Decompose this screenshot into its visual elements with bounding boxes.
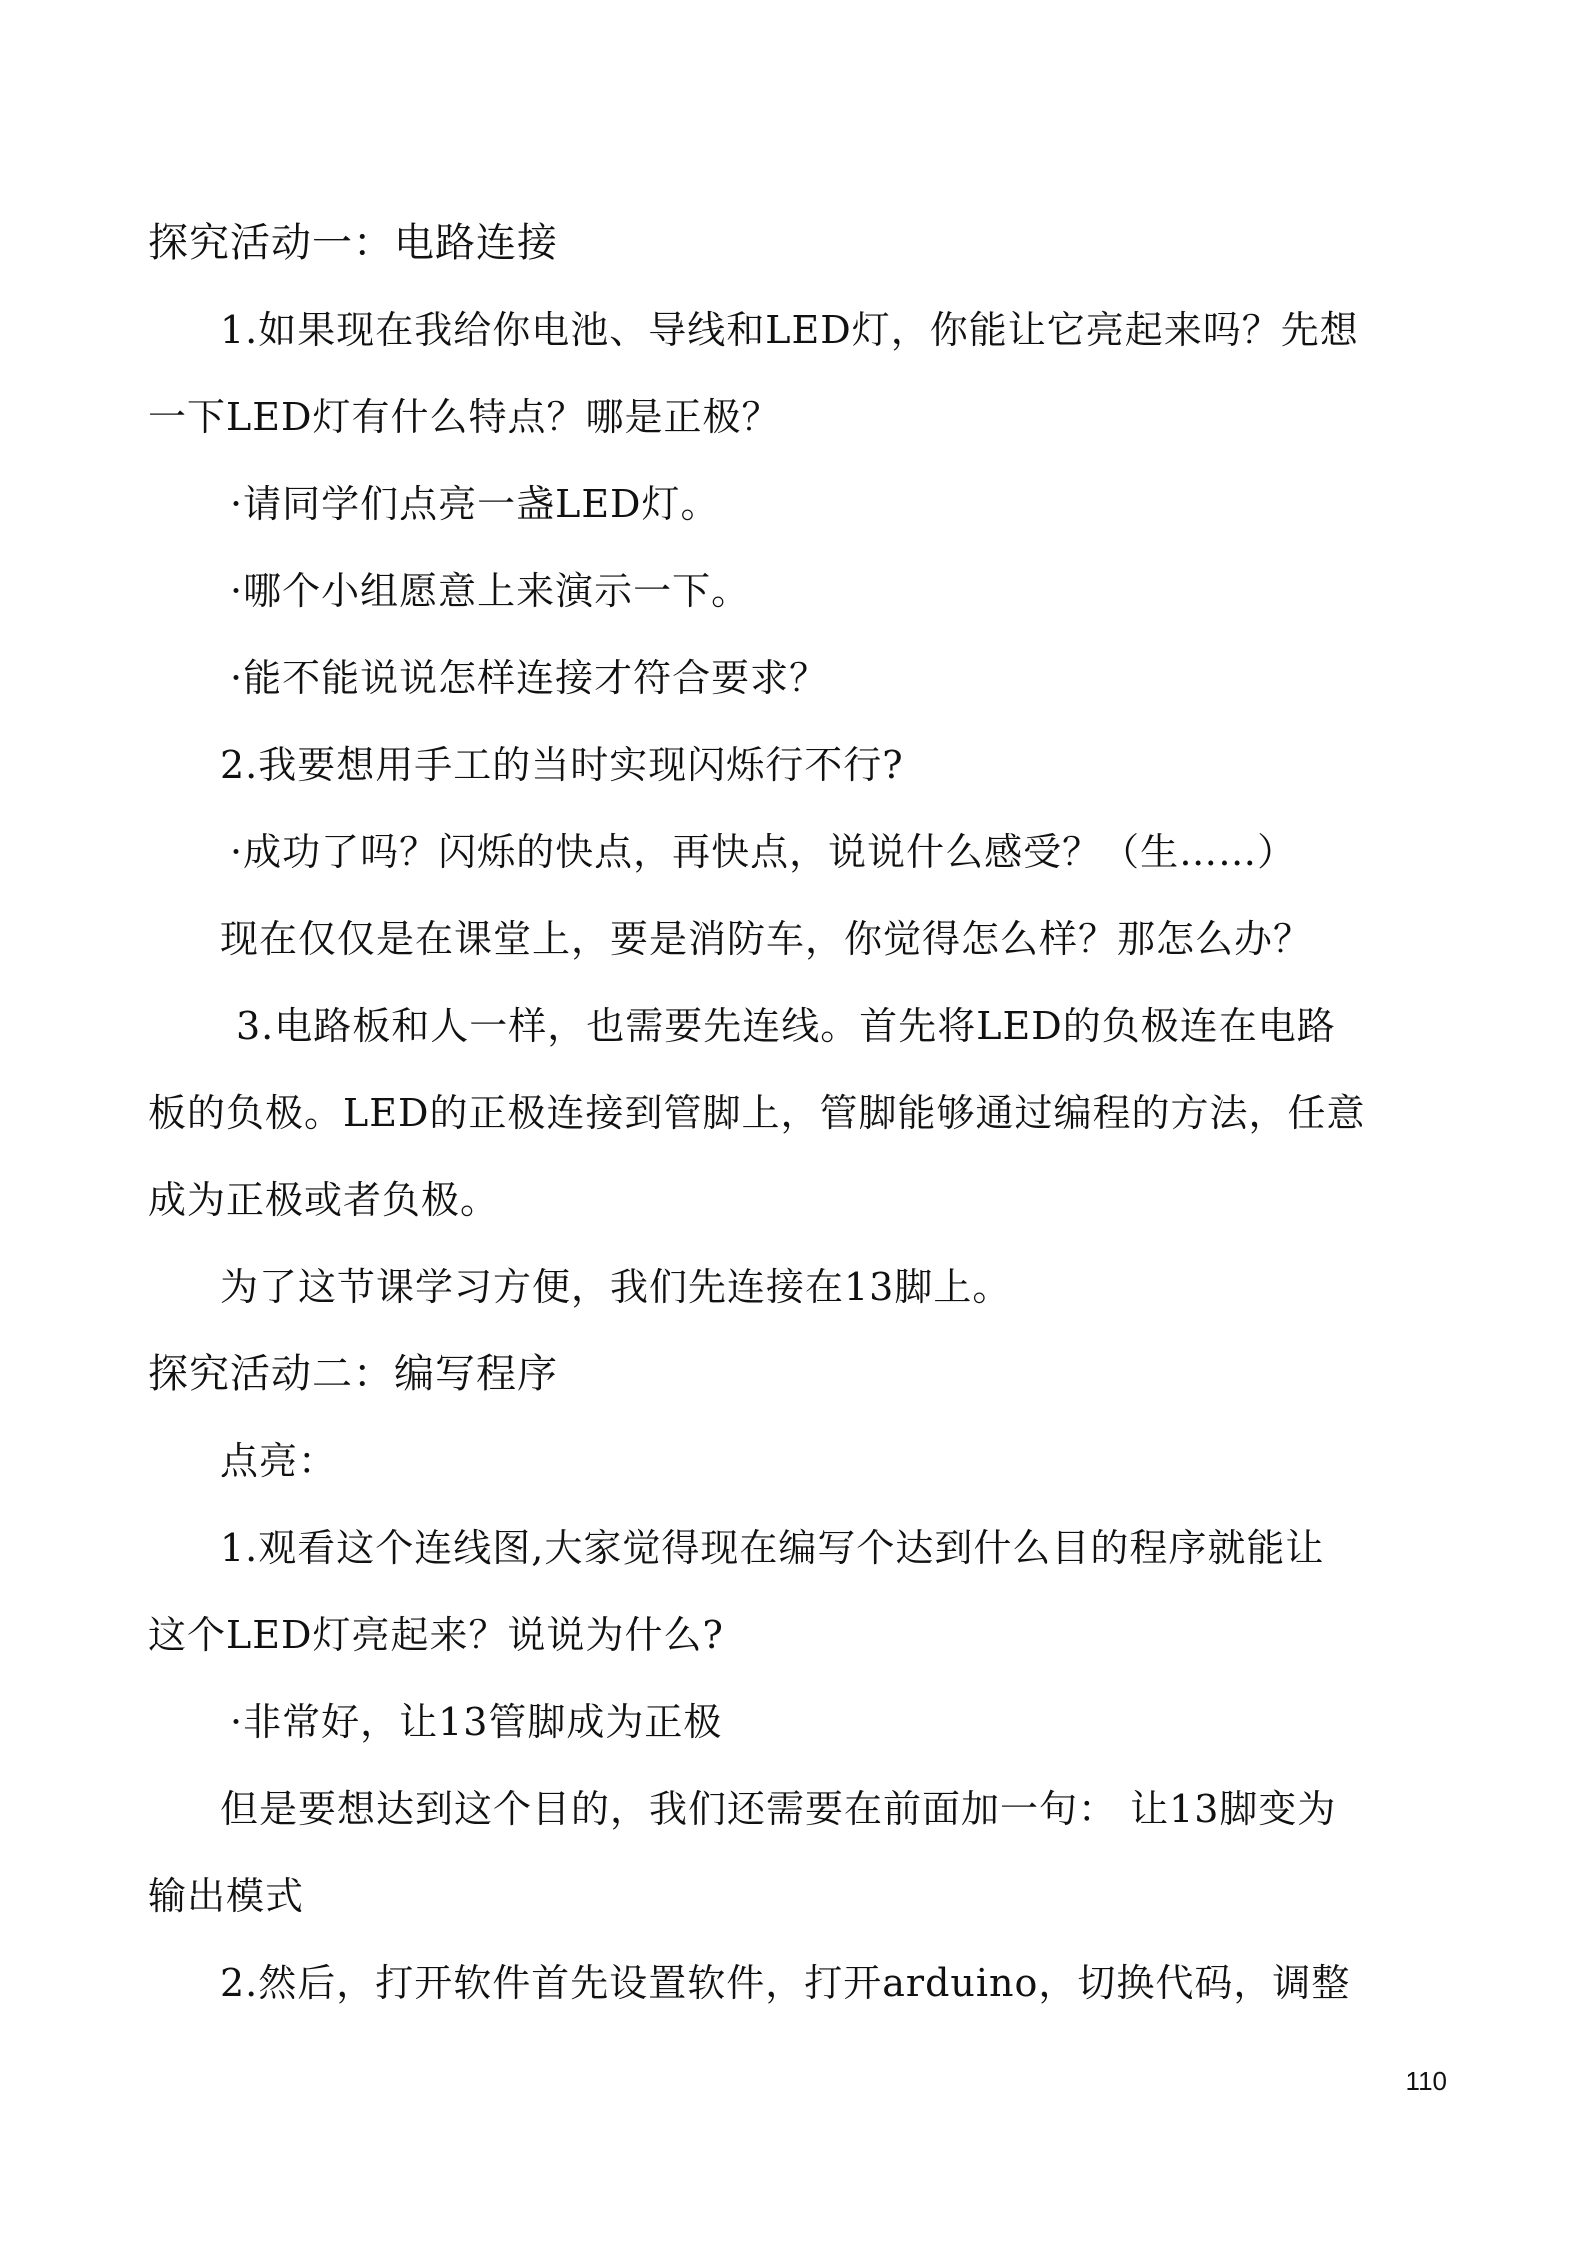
paragraph-line: 2.然后，打开软件首先设置软件，打开arduino，切换代码，调整 <box>220 1961 1351 2005</box>
paragraph-line: 2.我要想用手工的当时实现闪烁行不行? <box>220 743 904 787</box>
bullet-item: ·非常好，让13管脚成为正极 <box>230 1700 723 1744</box>
bullet-item: ·能不能说说怎样连接才符合要求？ <box>230 656 829 700</box>
document-body <box>148 200 1448 2027</box>
bullet-item: ·哪个小组愿意上来演示一下。 <box>230 569 751 613</box>
page-number: 110 <box>1405 2066 1447 2096</box>
paragraph-line: 1.观看这个连线图,大家觉得现在编写个达到什么目的程序就能让 <box>220 1526 1325 1570</box>
paragraph-line: 点亮： <box>220 1439 338 1483</box>
paragraph-line: 输出模式 <box>148 1874 305 1918</box>
paragraph-line: 3.电路板和人一样，也需要先连线。首先将LED的负极连在电路 <box>236 1004 1336 1048</box>
paragraph-line: 为了这节课学习方便，我们先连接在13脚上。 <box>220 1265 1012 1309</box>
bullet-item: ·成功了吗？闪烁的快点，再快点，说说什么感受？（生……） <box>230 830 1297 874</box>
paragraph-line: 成为正极或者负极。 <box>148 1178 500 1222</box>
paragraph-line: 一下LED灯有什么特点？哪是正极？ <box>148 395 781 439</box>
section-heading-2: 探究活动二：编写程序 <box>148 1351 558 1397</box>
bullet-item: ·请同学们点亮一盏LED灯。 <box>230 482 720 526</box>
paragraph-line: 1.如果现在我给你电池、导线和LED灯，你能让它亮起来吗？先想 <box>220 308 1359 352</box>
paragraph-line: 板的负极。LED的正极连接到管脚上，管脚能够通过编程的方法，任意 <box>148 1091 1366 1135</box>
section-heading-1: 探究活动一：电路连接 <box>148 220 558 266</box>
paragraph-line: 现在仅仅是在课堂上，要是消防车，你觉得怎么样？那怎么办？ <box>220 917 1313 961</box>
paragraph-line: 这个LED灯亮起来？说说为什么? <box>148 1613 724 1657</box>
paragraph-line: 但是要想达到这个目的，我们还需要在前面加一句： 让13脚变为 <box>220 1787 1337 1831</box>
